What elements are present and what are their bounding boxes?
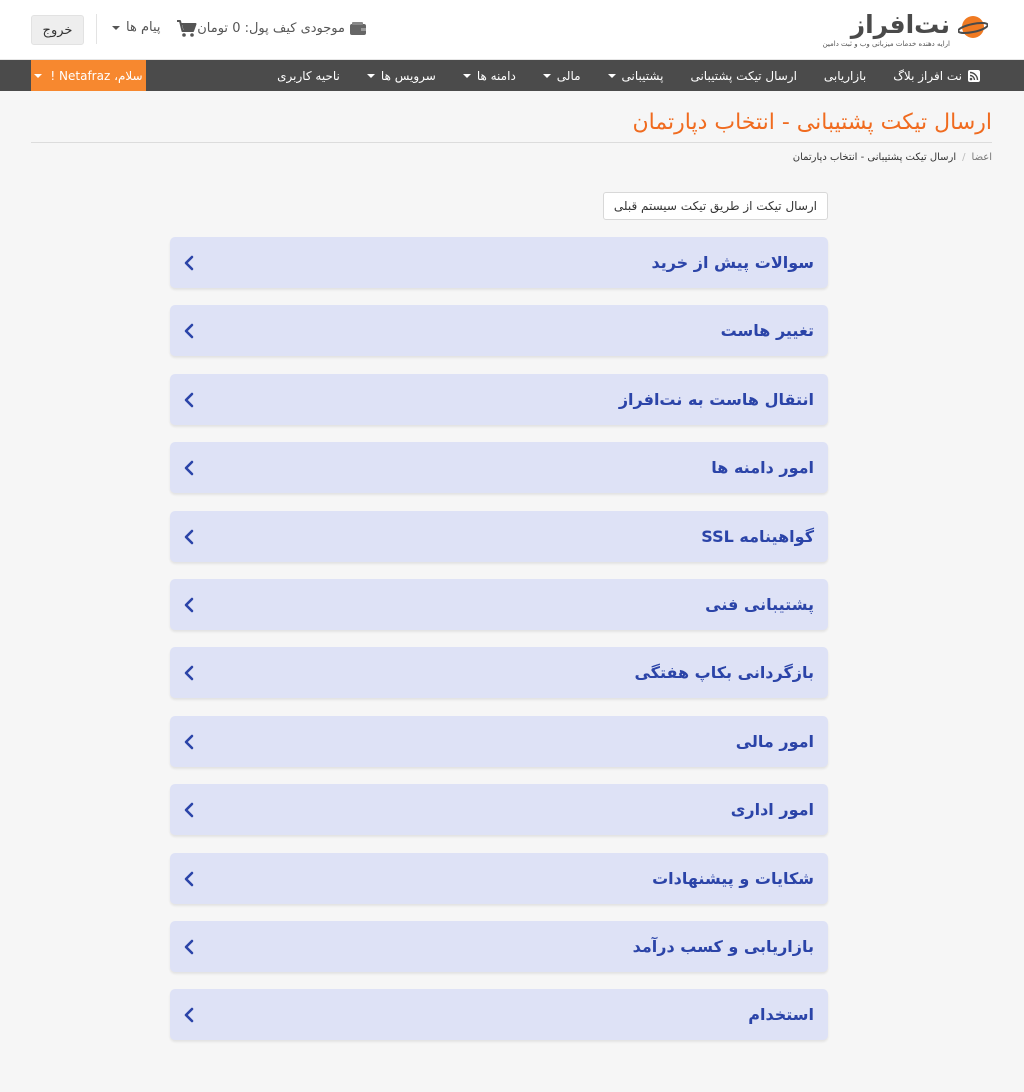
nav-item-dashboard[interactable] <box>277 69 340 83</box>
logout-button[interactable]: خروج <box>31 15 84 45</box>
nav-label: دامنه ها <box>476 68 516 83</box>
chevron-left-icon <box>182 802 196 818</box>
breadcrumb-home-link[interactable]: اعضا <box>971 152 992 163</box>
chevron-left-icon <box>182 734 196 750</box>
chevron-down-icon <box>543 74 551 78</box>
breadcrumb <box>793 152 992 163</box>
department-label: تغییر هاست <box>720 321 814 340</box>
chevron-down-icon <box>34 74 42 78</box>
department-label: گواهینامه SSL <box>701 527 814 546</box>
nav-label: پشتیبانی <box>621 68 664 83</box>
chevron-left-icon <box>182 529 196 545</box>
nav-item-domains[interactable] <box>463 69 516 83</box>
nav-item-blog[interactable] <box>893 69 980 83</box>
chevron-left-icon <box>182 392 196 408</box>
wallet-balance[interactable] <box>197 21 366 36</box>
nav-menu <box>277 60 980 91</box>
nav-label: ارسال تیکت پشتیبانی <box>690 68 797 83</box>
nav-label: مالی <box>556 68 581 83</box>
top-header <box>0 0 1024 60</box>
rss-icon <box>968 70 980 82</box>
wallet-icon <box>350 22 366 35</box>
messages-label: پیام ها <box>126 20 161 35</box>
department-item[interactable] <box>170 442 828 493</box>
title-divider <box>31 142 992 143</box>
user-menu[interactable] <box>31 60 146 91</box>
department-label: بازگردانی بکاپ هفتگی <box>634 663 814 682</box>
logo-text: نت‌افراز <box>850 10 950 39</box>
chevron-down-icon <box>608 74 616 78</box>
chevron-left-icon <box>182 255 196 271</box>
wallet-label: موجودی کیف پول: 0 تومان <box>197 21 345 36</box>
department-item[interactable] <box>170 647 828 698</box>
department-label: پشتیبانی فنی <box>705 595 814 614</box>
chevron-left-icon <box>182 597 196 613</box>
chevron-left-icon <box>182 323 196 339</box>
nav-label: ناحیه کاربری <box>277 68 340 83</box>
chevron-left-icon <box>182 1007 196 1023</box>
department-item[interactable] <box>170 716 828 767</box>
department-label: انتقال هاست به نت‌افراز <box>618 390 814 409</box>
chevron-left-icon <box>182 665 196 681</box>
department-label: استخدام <box>748 1005 814 1024</box>
header-divider <box>96 14 97 44</box>
chevron-left-icon <box>182 939 196 955</box>
chevron-down-icon <box>463 74 471 78</box>
nav-item-billing[interactable] <box>543 69 581 83</box>
nav-label: سرویس ها <box>380 68 436 83</box>
department-label: شکایات و پیشنهادات <box>652 869 814 888</box>
logo-tagline: ارایه دهنده خدمات میزبانی وب و ثبت دامین <box>822 40 950 48</box>
department-label: امور دامنه ها <box>711 458 814 477</box>
department-label: بازاریابی و کسب درآمد <box>632 937 814 956</box>
department-label: امور مالی <box>735 732 814 751</box>
nav-item-services[interactable] <box>367 69 436 83</box>
globe-icon <box>958 12 988 42</box>
department-label: امور اداری <box>730 800 814 819</box>
nav-label: نت افراز بلاگ <box>893 68 962 83</box>
department-item[interactable] <box>170 511 828 562</box>
department-item[interactable] <box>170 305 828 356</box>
main-navbar <box>0 60 1024 91</box>
department-item[interactable] <box>170 784 828 835</box>
breadcrumb-current: ارسال تیکت پشتیبانی - انتخاب دپارتمان <box>792 152 957 163</box>
nav-item-support[interactable] <box>608 69 664 83</box>
department-label: سوالات پیش از خرید <box>651 253 814 272</box>
nav-label: بازاریابی <box>823 68 867 83</box>
greeting-label: سلام، Netafraz ! <box>50 68 143 83</box>
chevron-left-icon <box>182 871 196 887</box>
department-item[interactable] <box>170 579 828 630</box>
chevron-down-icon <box>112 26 120 30</box>
nav-item-open-ticket[interactable] <box>690 69 796 83</box>
nav-item-affiliates[interactable] <box>824 69 866 83</box>
page-title: ارسال تیکت پشتیبانی - انتخاب دپارتمان <box>632 110 992 135</box>
department-item[interactable] <box>170 989 828 1040</box>
breadcrumb-separator: / <box>962 152 966 163</box>
legacy-ticket-button[interactable]: ارسال تیکت از طریق تیکت سیستم قبلی <box>603 192 828 220</box>
chevron-down-icon <box>367 74 375 78</box>
department-item[interactable] <box>170 237 828 288</box>
department-item[interactable] <box>170 921 828 972</box>
cart-icon[interactable] <box>176 19 198 39</box>
site-logo[interactable] <box>822 8 992 52</box>
messages-dropdown[interactable] <box>112 20 161 35</box>
department-item[interactable] <box>170 853 828 904</box>
department-item[interactable] <box>170 374 828 425</box>
chevron-left-icon <box>182 460 196 476</box>
